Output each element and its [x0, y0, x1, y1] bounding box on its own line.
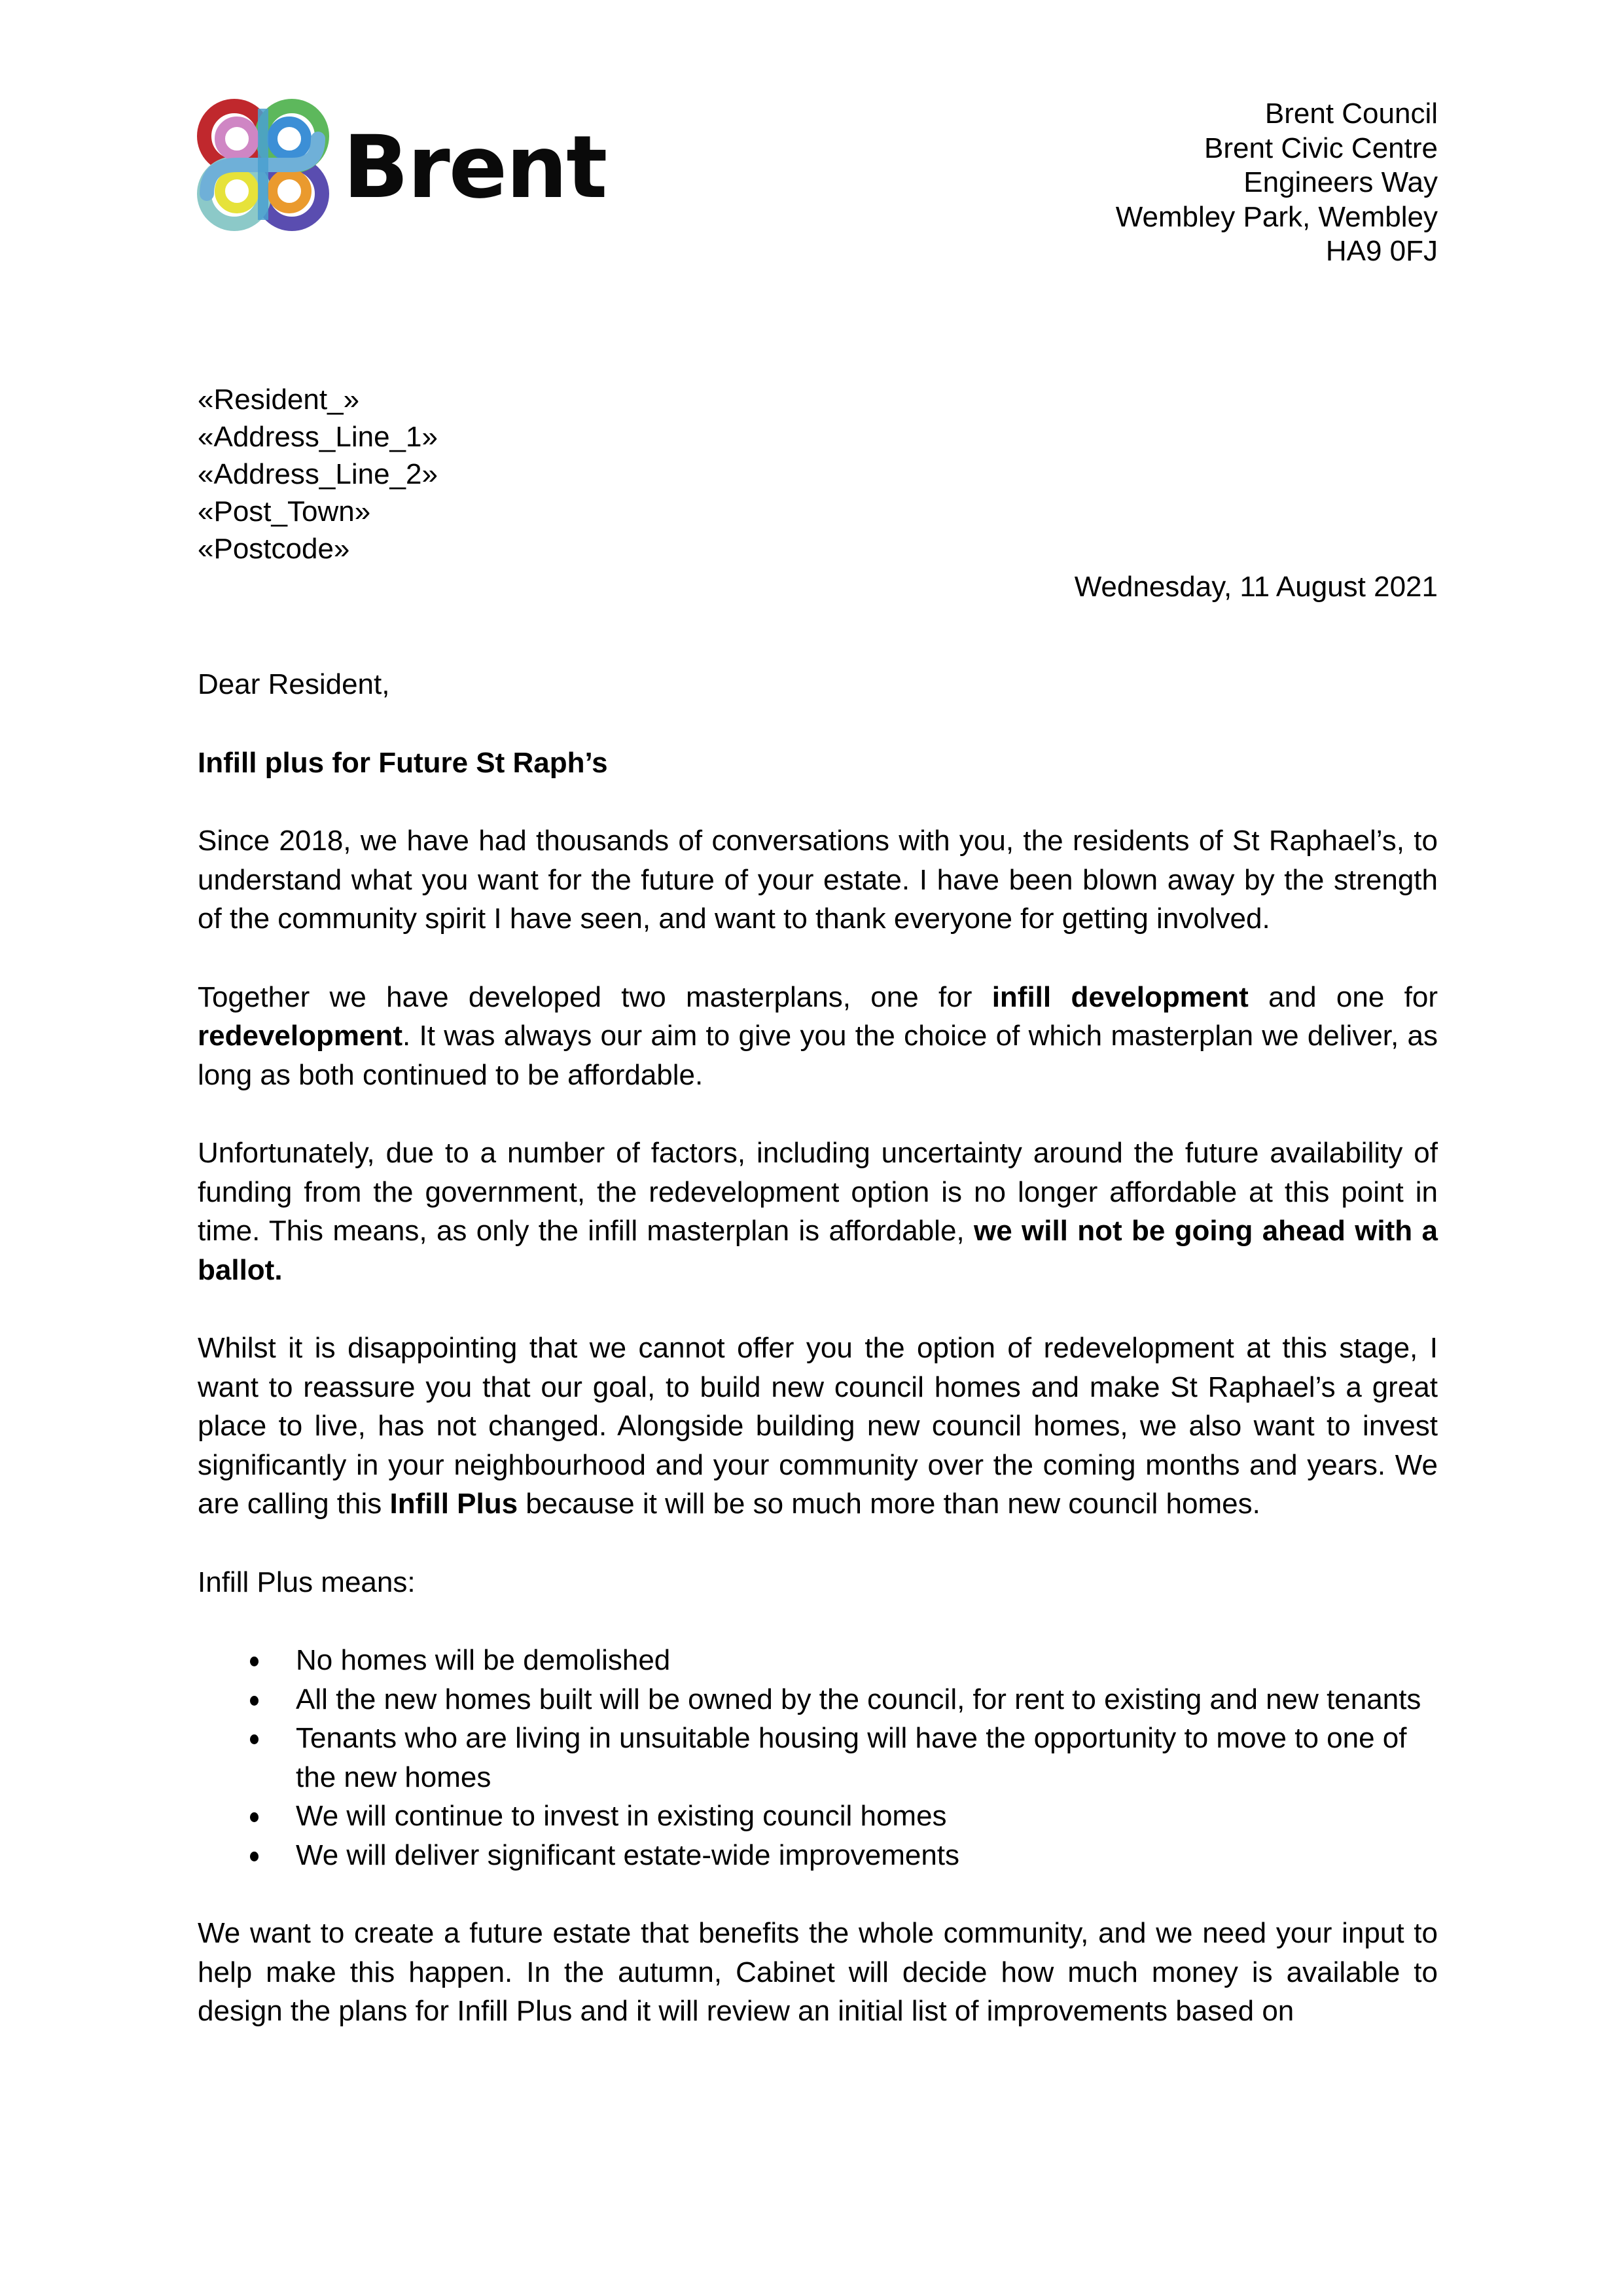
list-item: [198, 1797, 1438, 1836]
paragraph-masterplans: [198, 978, 1438, 1095]
list-item: [198, 1719, 1438, 1797]
brent-knot-logo-icon: [194, 96, 335, 237]
recipient-line: «Address_Line_1»: [198, 421, 438, 453]
brent-wordmark: Brent: [343, 117, 607, 218]
recipient-line: «Address_Line_2»: [198, 458, 438, 490]
bullet-icon: [250, 1734, 259, 1744]
recipient-address: [198, 381, 438, 567]
emphasis-infill-development: infill development: [991, 980, 1249, 1013]
infill-plus-list: [198, 1641, 1438, 1874]
sender-address-line: Wembley Park, Wembley: [1115, 200, 1438, 233]
list-item-text: All the new homes built will be owned by the council, for rent to existing and new tenants: [296, 1683, 1421, 1715]
brent-logo: [194, 96, 607, 237]
bullet-icon: [250, 1657, 259, 1666]
sender-address-line: Engineers Way: [1243, 166, 1438, 198]
list-item: [198, 1641, 1438, 1680]
list-item-text: No homes will be demolished: [296, 1644, 671, 1676]
recipient-line: «Postcode»: [198, 533, 350, 565]
list-item-text: We will deliver significant estate-wide improvements: [296, 1839, 960, 1871]
paragraph-reassurance: [198, 1329, 1438, 1524]
letter-subject: Infill plus for Future St Raph’s: [198, 746, 608, 779]
list-item: [198, 1680, 1438, 1719]
recipient-line: «Resident_»: [198, 384, 360, 416]
bullet-icon: [250, 1812, 259, 1822]
letter-body: [198, 665, 1438, 2070]
list-item-text: We will continue to invest in existing council homes: [296, 1800, 947, 1832]
text-run: and one for: [1248, 980, 1438, 1013]
text-run: . It was always our aim to give you the choice of which masterplan we deliver, as long as both continued to be affordable.: [198, 1020, 1438, 1091]
paragraph-intro: Since 2018, we have had thousands of conversations with you, the residents of St Raphael’s, to understand what you want for the future of your estate. I have been blown away by the strength of the community spirit I have seen, and want to thank everyone for getting involved.: [198, 825, 1438, 935]
recipient-line: «Post_Town»: [198, 495, 371, 528]
letter-date: Wednesday, 11 August 2021: [1074, 571, 1438, 603]
sender-address-line: Brent Civic Centre: [1204, 132, 1438, 164]
bullet-icon: [250, 1852, 259, 1861]
sender-address: [1116, 97, 1438, 269]
list-item-text: Tenants who are living in unsuitable housing will have the opportunity to move to one of the new homes: [296, 1722, 1407, 1793]
bullet-icon: [250, 1696, 259, 1706]
paragraph-list-intro: Infill Plus means:: [198, 1566, 416, 1598]
paragraph-no-ballot: [198, 1134, 1438, 1289]
text-run: Unfortunately, due to a number of factors, including uncertainty around the future availability of funding from the government, the redevelopment option is no longer affordable at this point in time. This means, as only the infill masterplan is affordable,: [198, 1137, 1438, 1247]
paragraph-input: We want to create a future estate that benefits the whole community, and we need your input to help make this happen. In the autumn, Cabinet will decide how much money is available to design the plans for Infill Plus and it will review an initial list of improvements based on: [198, 1917, 1438, 2027]
emphasis-infill-plus: Infill Plus: [389, 1488, 518, 1520]
emphasis-redevelopment: redevelopment: [198, 1020, 402, 1052]
text-run: because it will be so much more than new council homes.: [518, 1488, 1260, 1520]
emphasis-no-ballot: we will not be going ahead with a ballot.: [198, 1215, 1438, 1286]
salutation: Dear Resident,: [198, 668, 390, 700]
sender-address-line: Brent Council: [1264, 98, 1438, 130]
text-run: Whilst it is disappointing that we cannot offer you the option of redevelopment at this stage, I want to reassure you that our goal, to build new council homes and make St Raphael’s a great place to live, has not changed. Alongside building new council homes, we also want to invest significantly in your neighbourhood and your community over the coming months and years. We are calling this: [198, 1332, 1438, 1520]
text-run: Together we have developed two masterplans, one for: [198, 980, 992, 1013]
list-item: [198, 1836, 1438, 1875]
sender-address-line: HA9 0FJ: [1325, 235, 1438, 267]
